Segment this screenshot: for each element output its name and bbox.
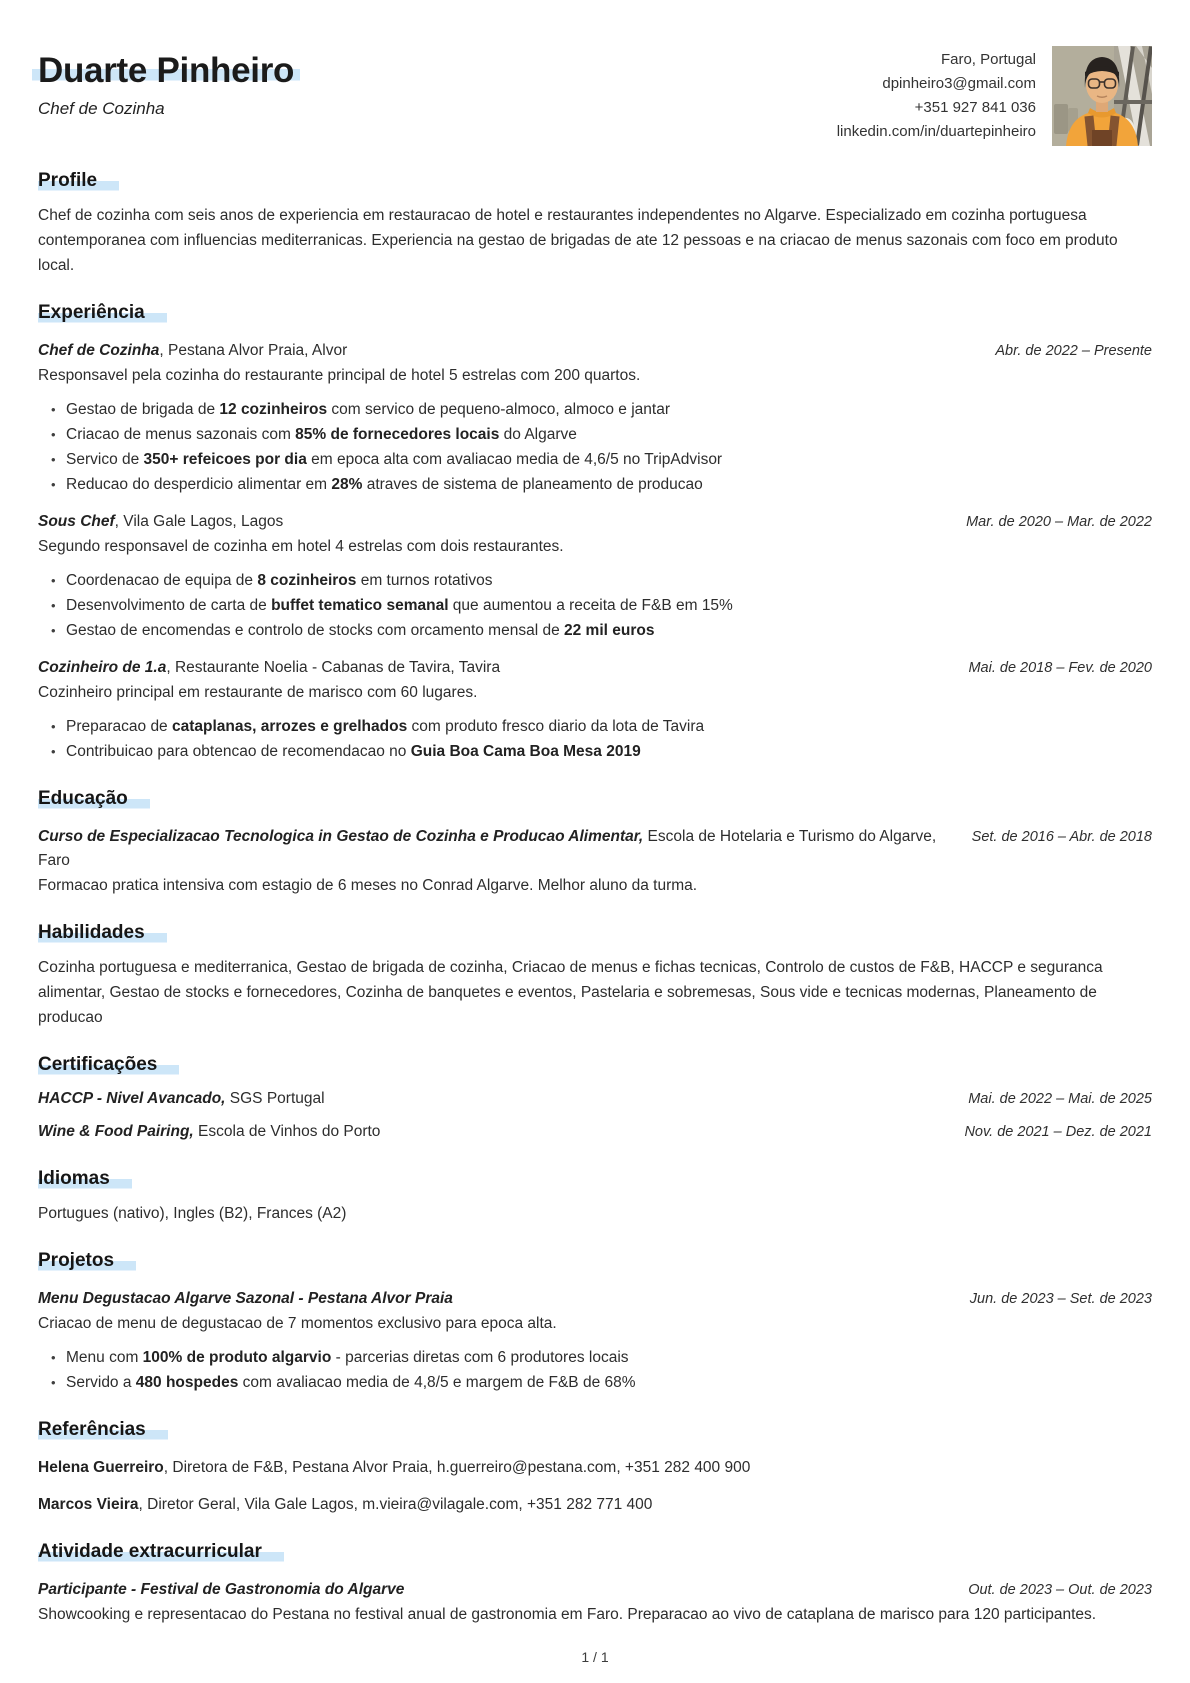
bullet-list — [38, 714, 1152, 764]
contact-location: Faro, Portugal — [940, 51, 1036, 68]
candidate-name-text: Duarte Pinheiro — [32, 51, 300, 90]
entry-date: Abr. de 2022 – Presente — [995, 343, 1152, 359]
entry-title: Cozinheiro de 1.a, Restaurante Noelia - Cabanas de Tavira, Tavira — [38, 659, 501, 676]
section-heading-skills: Habilidades — [38, 920, 1152, 946]
section-heading-extracurricular: Atividade extracurricular — [38, 1539, 1152, 1565]
contact-linkedin: linkedin.com/in/duartepinheiro — [836, 123, 1036, 140]
candidate-name — [38, 50, 300, 92]
entry-header — [38, 510, 1152, 534]
certification-entry — [38, 1120, 1152, 1144]
bullet-item: • Coordenacao de equipa de 8 cozinheiros em turnos rotativos — [38, 568, 1152, 593]
entry-description: Cozinheiro principal em restaurante de marisco com 60 lugares. — [38, 684, 478, 701]
contact-phone: +351 927 841 036 — [914, 99, 1036, 116]
bullet-item: • Contribuicao para obtencao de recomendacao no Guia Boa Cama Boa Mesa 2019 — [38, 739, 1152, 764]
bullet-list — [38, 397, 1152, 497]
entry-header — [38, 339, 1152, 363]
entry-date: Nov. de 2021 – Dez. de 2021 — [964, 1124, 1152, 1140]
bullet-item: • Criacao de menus sazonais com 85% de fornecedores locais do Algarve — [38, 422, 1152, 447]
entry-title: Chef de Cozinha, Pestana Alvor Praia, Alvor — [38, 342, 348, 359]
experience-entry — [38, 510, 1152, 643]
entry-title: Participante - Festival de Gastronomia do Algarve — [38, 1581, 405, 1598]
bullet-item: • Servido a 480 hospedes com avaliacao media de 4,8/5 e margem de F&B de 68% — [38, 1370, 1152, 1395]
page-number: 1 / 1 — [581, 1649, 609, 1665]
bullet-list — [38, 568, 1152, 643]
section-heading-languages: Idiomas — [38, 1166, 1152, 1192]
entry-title: Menu Degustacao Algarve Sazonal - Pestana Alvor Praia — [38, 1290, 453, 1307]
entry-title: Sous Chef, Vila Gale Lagos, Lagos — [38, 513, 284, 530]
bullet-list — [38, 1345, 1152, 1395]
entry-description: Segundo responsavel de cozinha em hotel 4 estrelas com dois restaurantes. — [38, 538, 564, 555]
entry-header — [38, 656, 1152, 680]
profile-photo — [1052, 46, 1152, 146]
section-heading-profile: Profile — [38, 168, 1152, 194]
entry-date: Set. de 2016 – Abr. de 2018 — [971, 829, 1152, 845]
education-entry — [38, 825, 1152, 898]
entry-header — [38, 1287, 1152, 1311]
entry-date: Out. de 2023 – Out. de 2023 — [968, 1582, 1152, 1598]
entry-description: Criacao de menu de degustacao de 7 momentos exclusivo para epoca alta. — [38, 1315, 557, 1332]
entry-title: Curso de Especializacao Tecnologica in Gestao de Cozinha e Producao Alimentar, Escola de Hotelaria e Turismo do Algarve, Faro — [38, 828, 937, 869]
bullet-item: • Reducao do desperdicio alimentar em 28% atraves de sistema de planeamento de producao — [38, 472, 1152, 497]
header-identity — [38, 46, 300, 119]
contact-email: dpinheiro3@gmail.com — [882, 75, 1036, 92]
bullet-item: • Preparacao de cataplanas, arrozes e grelhados com produto fresco diario da lota de Tavira — [38, 714, 1152, 739]
entry-title: Wine & Food Pairing, Escola de Vinhos do Porto — [38, 1123, 381, 1140]
entry-description: Showcooking e representacao do Pestana no festival anual de gastronomia em Faro. Preparacao ao vivo de cataplana de marisco para 120 participantes. — [38, 1606, 1097, 1623]
languages-text: Portugues (nativo), Ingles (B2), Frances (A2) — [38, 1205, 347, 1222]
entry-header — [38, 825, 1152, 873]
section-heading-projects: Projetos — [38, 1248, 1152, 1274]
project-entry — [38, 1287, 1152, 1395]
entry-date: Mai. de 2018 – Fev. de 2020 — [968, 660, 1152, 676]
entry-description: Responsavel pela cozinha do restaurante principal de hotel 5 estrelas com 200 quartos. — [38, 367, 641, 384]
entry-header — [38, 1578, 1152, 1602]
experience-entry — [38, 656, 1152, 764]
section-heading-education: Educação — [38, 786, 1152, 812]
reference-entry: Helena Guerreiro, Diretora de F&B, Pestana Alvor Praia, h.guerreiro@pestana.com, +351 282 400 900 — [38, 1459, 751, 1476]
reference-entry: Marcos Vieira, Diretor Geral, Vila Gale Lagos, m.vieira@vilagale.com, +351 282 771 400 — [38, 1496, 653, 1513]
bullet-item: • Desenvolvimento de carta de buffet tematico semanal que aumentou a receita de F&B em 15% — [38, 593, 1152, 618]
section-heading-certifications: Certificações — [38, 1052, 1152, 1078]
bullet-item: • Gestao de brigada de 12 cozinheiros com servico de pequeno-almoco, almoco e jantar — [38, 397, 1152, 422]
entry-date: Jun. de 2023 – Set. de 2023 — [969, 1291, 1152, 1307]
extracurricular-entry — [38, 1578, 1152, 1627]
entry-date: Mai. de 2022 – Mai. de 2025 — [968, 1091, 1152, 1107]
candidate-title: Chef de Cozinha — [38, 99, 165, 118]
profile-text: Chef de cozinha com seis anos de experiencia em restauracao de hotel e restaurantes independentes no Algarve. Especializado em cozinha portuguesa contemporanea com influencias mediterranicas. Experiencia na gestao de brigadas de ate 12 pessoas e na criacao de menus sazonais com foco em produto local. — [38, 207, 1118, 274]
section-heading-experience: Experiência — [38, 300, 1152, 326]
header — [38, 46, 1152, 146]
certification-entry — [38, 1087, 1152, 1111]
entry-description: Formacao pratica intensiva com estagio de 6 meses no Conrad Algarve. Melhor aluno da turma. — [38, 877, 698, 894]
bullet-item: • Servico de 350+ refeicoes por dia em epoca alta com avaliacao media de 4,6/5 no TripAdvisor — [38, 447, 1152, 472]
apron-bib — [1092, 130, 1112, 146]
skills-text: Cozinha portuguesa e mediterranica, Gestao de brigada de cozinha, Criacao de menus e fichas tecnicas, Controlo de custos de F&B, HACCP e seguranca alimentar, Gestao de stocks e fornecedores, Cozinha de banquetes e eventos, Pastelaria e sobremesas, Sous vide e tecnicas modernas, Planeamento de producao — [38, 959, 1103, 1026]
section-heading-references: Referências — [38, 1417, 1152, 1443]
experience-entry — [38, 339, 1152, 497]
bullet-item: • Menu com 100% de produto algarvio - parcerias diretas com 6 produtores locais — [38, 1345, 1152, 1370]
contact-block — [837, 46, 1036, 144]
bullet-item: • Gestao de encomendas e controlo de stocks com orcamento mensal de 22 mil euros — [38, 618, 1152, 643]
entry-date: Mar. de 2020 – Mar. de 2022 — [966, 514, 1152, 530]
entry-title: HACCP - Nivel Avancado, SGS Portugal — [38, 1090, 325, 1107]
header-right — [837, 46, 1152, 146]
